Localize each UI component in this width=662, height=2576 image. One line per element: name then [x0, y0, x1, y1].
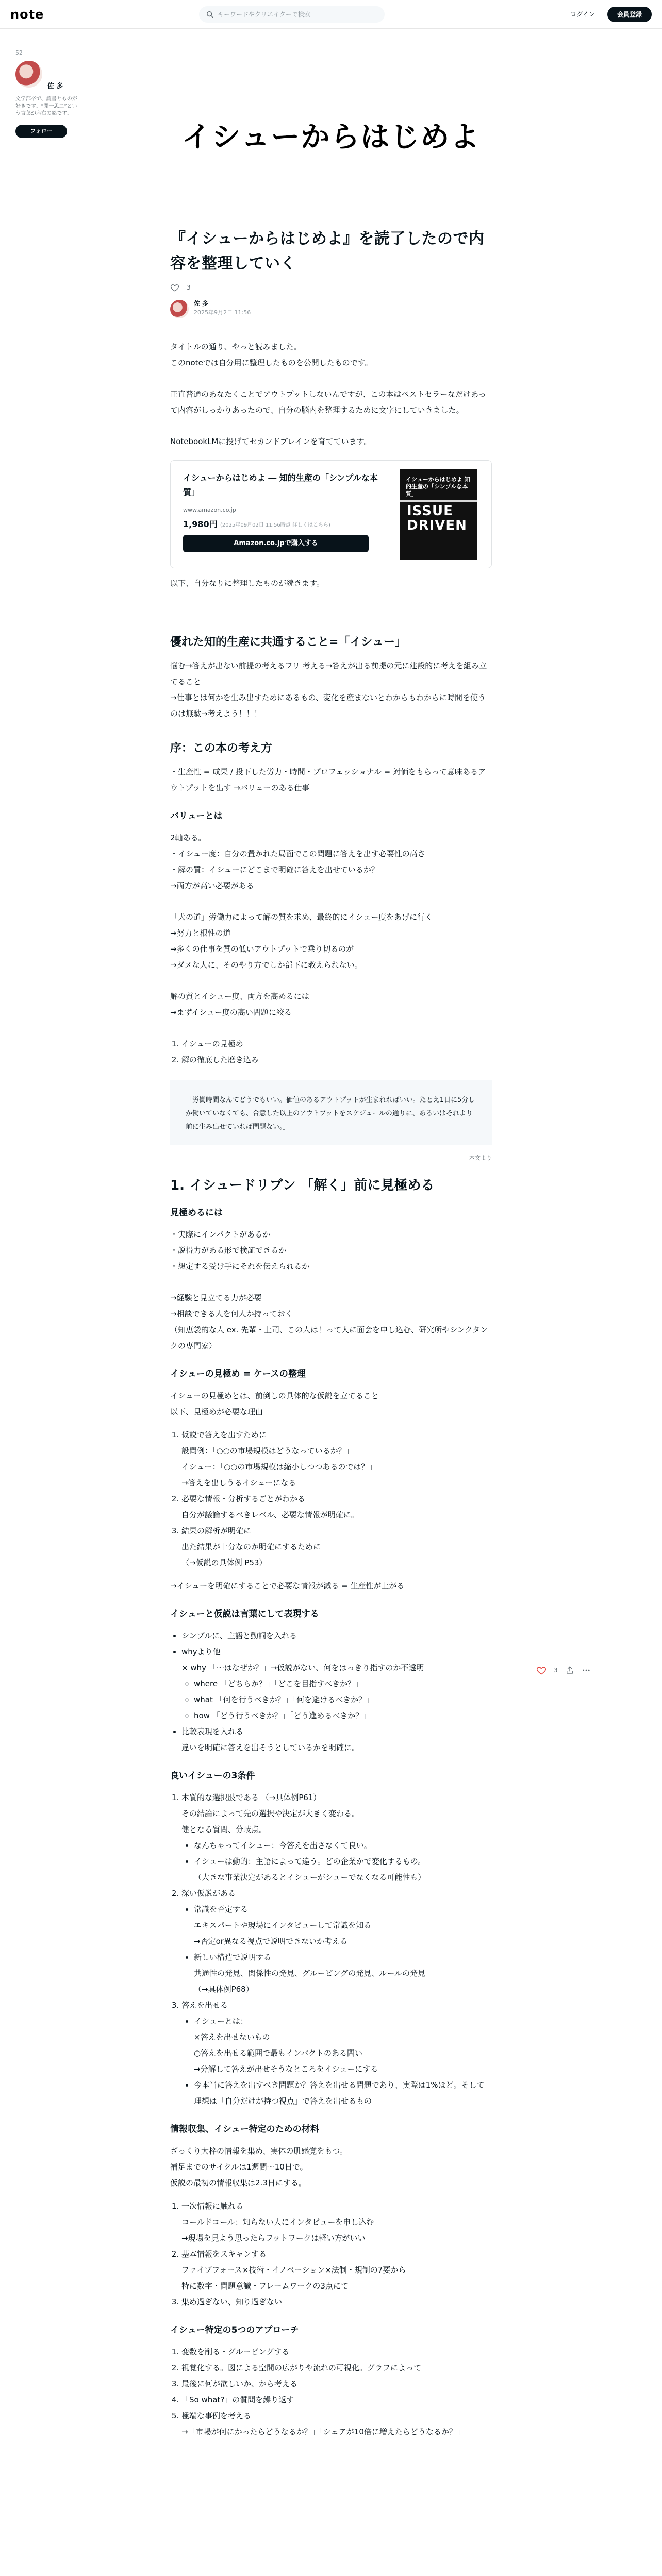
bullet-list [170, 1628, 492, 1756]
list-item: 1. イシューの見極め [181, 1036, 492, 1052]
post-date: 2025年9月2日 11:56 [194, 309, 251, 316]
list-item-text: 深い仮説がある [181, 1889, 236, 1898]
article-title: 『イシューからはじめよ』を読了したので内容を整理していく [170, 230, 485, 273]
paragraph: →両方が高い必要がある [170, 881, 254, 890]
paragraph: 以下、自分なりに整理したものが続きます。 [170, 579, 324, 588]
paragraph: →努力と根性の道 [170, 928, 231, 938]
paragraph: 2軸ある。 [170, 833, 206, 842]
paragraph: →ダメな人に、そのやり方でしか部下に教えられない。 [170, 960, 362, 970]
ordered-list [170, 1036, 492, 1068]
quote-text: 「労働時間なんてどうでもいい。価値のあるアウトプットが生まれればいい。たとえ1日に5分しか働いていなくても、合意した以上のアウトプットをスケジュールの通りに、あるいはそれより前に生み出せていれば問題ない。」 [186, 1096, 475, 1131]
follow-button[interactable] [15, 125, 67, 138]
blockquote [170, 1080, 492, 1145]
list-item: • なんちゃってイシュー：今答えを出さなくて良い。 [194, 1838, 492, 1854]
list-item: 2. 基本情報をスキャンする ファイブフォース×技術・イノベーション×法制・規制の7要から 特に数字・問題意識・フレームワークの3点にて [181, 2246, 492, 2294]
author-avatar[interactable] [170, 300, 189, 318]
ordered-list [170, 2344, 492, 2440]
list-item: • 今本当に答えを出すべき問題か？答えを出せる問題であり、実際は1%ほど。そして理想は「自分だけが持つ視点」で答えを出せるもの [194, 2077, 492, 2109]
embed-title[interactable]: イシューからはじめよ ― 知的生産の「シンプルな本質」 [183, 473, 378, 497]
paragraph: 補足までのサイクルは1週間〜10日で。 [170, 2162, 308, 2172]
embed-price-note: (2025年09月02日 11:56時点 詳しくはこちら) [220, 522, 330, 528]
floating-actions [536, 1665, 591, 1675]
creator-count: 52 [15, 49, 23, 56]
amazon-embed-card[interactable] [170, 460, 492, 568]
subsection-heading: イシューと仮説は言葉にして表現する [170, 1609, 319, 1619]
list-item: • イシューは動的：主語によって違う。どの企業かで変化するもの。 （大きな事業決定があるとイシューがシューでなくなる可能性も） [194, 1854, 492, 1886]
list-item: • 常識を否定する エキスパートや現場にインタビューして常識を知る →否定or異なる視点で説明できないか考える [194, 1902, 492, 1950]
book-cover-stripe [400, 500, 477, 502]
list-item: 3. 集め過ぎない、知り過ぎない [181, 2294, 492, 2310]
amazon-buy-button[interactable]: Amazon.co.jpで購入する [183, 535, 369, 552]
list-item-text: 答えを出せる [181, 2001, 228, 2010]
paragraph: 以下、見極めが必要な理由 [170, 1407, 263, 1416]
paragraph: イシューの見極めとは、前倒しの具体的な仮説を立てること [170, 1391, 379, 1400]
list-item: 2. 必要な情報・分析するごとがわかる 自分が議論するべきレベル、必要な情報が明確に。 [181, 1491, 492, 1523]
list-item: 3. 最後に何が欲しいか、から考える [181, 2376, 492, 2392]
search-icon [206, 11, 213, 18]
list-item [181, 1724, 492, 1756]
creator-bio: 文学部卒で、読書とものが好きです。“聞一思二”という言葉が座右の銘です。 [15, 96, 77, 116]
paragraph: →イシューを明確にすることで必要な情報が減る = 生産性が上がる [170, 1581, 405, 1590]
subsection-heading: バリューとは [170, 811, 223, 821]
paragraph: →多くの仕事を質の低いアウトプットで乗り切るのが [170, 944, 354, 954]
author-row [170, 298, 492, 324]
creator-name[interactable]: 佐 多 [47, 82, 63, 90]
list-item: • 新しい構造で説明する 共通性の発見、関係性の発見、グルーピングの発見、ルールの発見 （→具体例P68） [194, 1950, 492, 1997]
more-icon[interactable] [582, 1666, 591, 1675]
list-item [181, 1790, 492, 1886]
article [170, 227, 492, 2440]
nested-list [181, 1676, 492, 1724]
list-item [181, 1644, 492, 1724]
paragraph: （知恵袋的な人 ex. 先輩・上司、この人は！って人に面会を申し込む、研究所やシンクタンクの専門家） [170, 1325, 488, 1350]
subsection-heading: 良いイシューの3条件 [170, 1771, 255, 1781]
list-note: 違いを明確に答えを出そうとしているかを明確に。 [181, 1743, 360, 1752]
like-heart-icon[interactable] [536, 1665, 547, 1675]
header [0, 0, 662, 29]
hero-title: イシューからはじめよ [181, 121, 481, 154]
paragraph: ・説得力がある形で検証できるか [170, 1246, 287, 1255]
paragraph: このnoteでは自分用に整理したものを公開したものです。 [170, 358, 373, 367]
subsection-heading: 見極めるには [170, 1208, 223, 1218]
follow-label: フォロー [30, 128, 53, 134]
list-item: • イシューとは： ×答えを出せないもの ○答えを出せる範囲で最もインパクトのある問い →分解して答えが出せそうなところをイシューにする [194, 2013, 492, 2077]
register-button[interactable]: 会員登録 [607, 7, 652, 22]
paragraph: 悩む→答えが出ない前提の考えるフリ 考える→答えが出る前提の元に建設的に考えを組み立てること [170, 661, 487, 686]
list-item [181, 1886, 492, 1997]
paragraph: ・イシュー度：自分の置かれた局面でこの問題に答えを出す必要性の高さ [170, 849, 425, 858]
paragraph: →まずイシュー度の高い問題に絞る [170, 1008, 292, 1017]
section-heading: 優れた知的生産に共通すること=「イシュー」 [170, 636, 406, 649]
list-item: ◦ how 「どう行うべきか？」「どう進めるべきか？」 [194, 1708, 492, 1724]
subsection-heading: イシューの見極め = ケースの整理 [170, 1369, 306, 1379]
like-count[interactable]: 3 [187, 284, 191, 291]
paragraph: ざっくり大枠の情報を集め、実体の肌感覚をもつ。 [170, 2146, 347, 2156]
side-like-count[interactable]: 3 [554, 1667, 558, 1674]
chapter-heading: 1. イシュードリブン 「解く」前に見極める [170, 1178, 435, 1193]
paragraph: ・解の質：イシューにどこまで明確に答えを出せているか？ [170, 865, 379, 874]
list-item: 1. 変数を削る・グルーピングする [181, 2344, 492, 2360]
list-item: 1. 一次情報に触れる コールドコール：知らない人にインタビューを申し込む →現場を見よう思ったらフットワークは軽い方がいい [181, 2198, 492, 2246]
ordered-list [170, 2198, 492, 2310]
author-name[interactable]: 佐 多 [194, 300, 209, 307]
subsection-heading: イシュー特定の5つのアプローチ [170, 2325, 299, 2335]
list-item-text: whyより他 [181, 1647, 221, 1656]
creator-avatar[interactable] [15, 61, 42, 88]
note-logo[interactable]: note [10, 7, 44, 22]
paragraph: タイトルの通り、やっと読みました。 [170, 342, 302, 351]
paragraph: 「犬の道」労働力によって解の質を求め、最終的にイシュー度をあげに行く [170, 912, 433, 922]
ordered-list [170, 1427, 492, 1571]
list-note: その結論によって先の選択や決定が大きく変わる。 健となる質問、分岐点。 [181, 1809, 360, 1834]
list-item: ◦ what 「何を行うべきか？」「何を避けるべきか？」 [194, 1692, 492, 1708]
list-item: ◦ where 「どちらか？」「どこを目指すべきか？」 [194, 1676, 492, 1692]
paragraph: 解の質とイシュー度、両方を高めるには [170, 992, 309, 1001]
embed-domain: www.amazon.co.jp [183, 506, 236, 513]
book-cover-subtitle: イシューからはじめよ 知的生産の「シンプルな本質」 [406, 476, 470, 497]
search-placeholder: キーワードやクリエイターで検索 [218, 11, 310, 18]
search-box[interactable] [199, 6, 385, 23]
list-item: 2. 視覚化する。図による空間の広がりや流れの可視化。グラフによって [181, 2360, 492, 2376]
quote-citation: 本文より [469, 1155, 492, 1161]
list-item: 5. 極端な事例を考える →「市場が何にかったらどうなるか？」「シェアが10倍に増えたらどうなるか？」 [181, 2408, 492, 2440]
list-item: 1. 仮説で答えを出すために 設問例：「○○の市場規模はどうなっているか？」 イシュー：「○○の市場規模は縮小しつつあるのでは？」 →答えを出しうるイシューになる [181, 1427, 492, 1491]
login-button[interactable]: ログイン [570, 11, 595, 18]
like-row [170, 281, 492, 294]
embed-price: 1,980円 [183, 519, 218, 529]
heart-icon[interactable] [170, 283, 179, 292]
section-heading: 序：この本の考え方 [170, 742, 273, 755]
nested-list [181, 1902, 492, 1997]
list-item-text: 比較表現を入れる [181, 1727, 244, 1736]
paragraph: →経験と見立てる力が必要 [170, 1293, 262, 1302]
creator-card [15, 49, 77, 138]
paragraph: 正直普通のあなたくことでアウトプットしないんですが、この本はベストセラーなだけあって内容がしっかりあったので、自分の脳内を整理するために文字にしていきました。 [170, 389, 486, 415]
paragraph: ・実際にインパクトがあるか [170, 1230, 270, 1239]
paragraph: →仕事とは何かを生み出すためにあるもの、変化を産まないとわからもわからに時間を使うのは無駄→考えよう！！！ [170, 693, 486, 718]
list-item: • シンプルに、主語と動詞を入れる [181, 1628, 492, 1644]
list-item: 4. 「So what?」の質問を繰り返す [181, 2392, 492, 2408]
list-item-text: 本質的な選択肢である （→具体例P61） [181, 1793, 321, 1802]
list-note: × why 「〜はなぜか？」→仮説がない、何をはっきり指すのか不透明 [181, 1663, 424, 1672]
paragraph: NotebookLMに投げてセカンドブレインを育てています。 [170, 437, 372, 446]
subsection-heading: 情報収集、イシュー特定のための材料 [170, 2124, 319, 2134]
paragraph: 仮説の最初の情報収集は2.3日にする。 [170, 2178, 306, 2188]
paragraph: ・生産性 = 成果 / 投下した労力・時間・プロフェッショナル = 対価をもらって意味あるアウトプットを出す →バリューのある仕事 [170, 767, 486, 792]
list-item: 2. 解の徹底した磨き込み [181, 1052, 492, 1068]
paragraph: ・想定する受け手にそれを伝えられるか [170, 1262, 310, 1271]
book-cover-title: ISSUE DRIVEN [407, 503, 467, 533]
list-item: 3. 結果の解析が明確に 出た結果が十分なのか明確にするために （→仮説の具体例 P53） [181, 1523, 492, 1571]
share-icon[interactable] [565, 1666, 574, 1675]
paragraph: →相談できる人を何人か持っておく [170, 1309, 293, 1318]
ordered-list [170, 1790, 492, 2109]
book-cover-image[interactable] [400, 469, 477, 560]
nested-list [181, 2013, 492, 2109]
list-item [181, 1997, 492, 2109]
nested-list [181, 1838, 492, 1886]
